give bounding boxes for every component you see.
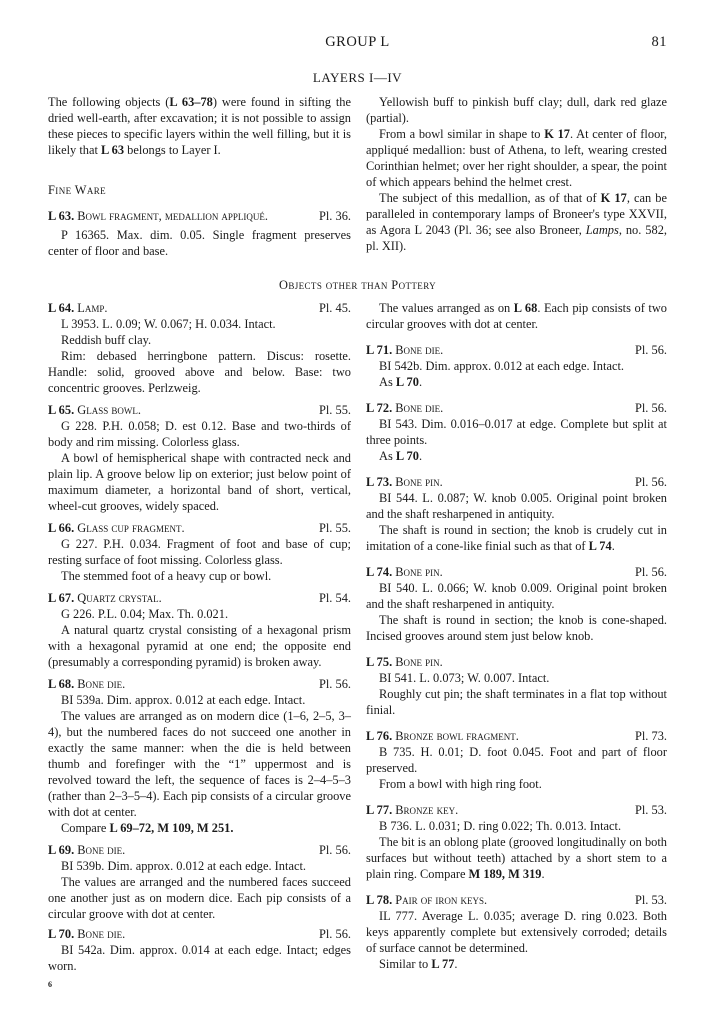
lower-right-column bbox=[366, 300, 667, 972]
running-header-title: GROUP L bbox=[325, 34, 390, 50]
entry-text: The shaft is round in section; the knob is cone-shaped. Incised grooves around stem just below knob. bbox=[366, 613, 667, 643]
signature-mark: 6 bbox=[48, 980, 52, 989]
entry-head-l72: L 72. Bone die. Pl. 56. bbox=[366, 401, 667, 415]
lower-left-column bbox=[48, 300, 351, 974]
entry-head-l63: L 63. Bowl fragment, medallion appliqué. Pl. 36. bbox=[48, 209, 351, 223]
entry-head-l71: L 71. Bone die. Pl. 56. bbox=[366, 343, 667, 357]
entry-text: BI 542a. Dim. approx. 0.014 at each edge. Intact; edges worn. bbox=[48, 943, 351, 973]
entry-head-l77: L 77. Bronze key. Pl. 53. bbox=[366, 803, 667, 817]
l63-parallels: The subject of this medallion, as of that of K 17, can be paralleled in contemporary lamps of Broneer's type XXVII, as Agora L 2043 (Pl. 36; see also Broneer, Lamps, no. 582, pl. XII). bbox=[366, 191, 667, 253]
entry-head-l67: L 67. Quartz crystal. Pl. 54. bbox=[48, 591, 351, 605]
entry-text: The values are arranged and the numbered faces succeed one another just as on modern dice. Each pip consists of a circular groove with dot at center. bbox=[48, 875, 351, 921]
entry-text: As L 70. bbox=[379, 375, 423, 389]
entry-text: Roughly cut pin; the shaft terminates in a flat top without finial. bbox=[366, 687, 667, 717]
objects-heading: Objects other than Pottery bbox=[278, 278, 437, 292]
entry-head-l78: L 78. Pair of iron keys. Pl. 53. bbox=[366, 893, 667, 907]
fine-ware-heading: Fine Ware bbox=[48, 183, 107, 197]
entry-text: G 226. P.L. 0.04; Max. Th. 0.021. bbox=[61, 607, 229, 621]
entry-text: A bowl of hemispherical shape with contracted neck and plain lip. A groove below lip on exterior; just below point of maximum diameter, a horizontal band of short, vertical, wheel-cut grooves, widely spaced. bbox=[48, 451, 351, 513]
entry-text: BI 539a. Dim. approx. 0.012 at each edge. Intact. bbox=[61, 693, 306, 707]
entry-head-l74: L 74. Bone pin. Pl. 56. bbox=[366, 565, 667, 579]
entry-text: BI 539b. Dim. approx. 0.012 at each edge. Intact. bbox=[61, 859, 306, 873]
entry-text: The shaft is round in section; the knob is crudely cut in imitation of a cone-like finial such as that of L 74. bbox=[366, 523, 667, 553]
entry-text: BI 544. L. 0.087; W. knob 0.005. Original point broken and the shaft resharpened in antiquity. bbox=[366, 491, 667, 521]
intro-paragraph: The following objects (L 63–78) were found in sifting the dried well-earth, after excavation; it is not possible to assign these pieces to specific layers within the well filling, but it is likely that L 63 belongs to Layer I. bbox=[48, 95, 351, 157]
entry-text: L 3953. L. 0.09; W. 0.067; H. 0.034. Intact. bbox=[61, 317, 276, 331]
section-title: LAYERS I—IV bbox=[312, 70, 403, 85]
entry-text: G 228. P.H. 0.058; D. est 0.12. Base and two-thirds of body and rim missing. Colorless glass. bbox=[48, 419, 351, 449]
l63-description: Yellowish buff to pinkish buff clay; dull, dark red glaze (partial). bbox=[366, 95, 667, 125]
l70-continuation: The values arranged as on L 68. Each pip consists of two circular grooves with dot at center. bbox=[366, 301, 667, 331]
entry-text: BI 540. L. 0.066; W. knob 0.009. Original point broken and the shaft resharpened in antiquity. bbox=[366, 581, 667, 611]
entry-head-l75: L 75. Bone pin. bbox=[366, 655, 443, 669]
entry-text: The bit is an oblong plate (grooved longitudinally on both surfaces but without teeth) attached by a short stem to a plain ring. Compare M 189, M 319. bbox=[366, 835, 667, 881]
entry-text: G 227. P.H. 0.034. Fragment of foot and base of cup; resting surface of foot missing. Colorless glass. bbox=[48, 537, 351, 567]
entry-text: B 735. H. 0.01; D. foot 0.045. Foot and part of floor preserved. bbox=[366, 745, 667, 775]
l63-medallion: From a bowl similar in shape to K 17. At center of floor, appliqué medallion: bust of Athena, to left, wearing crested Corinthian helmet; over her right shoulder, a spear, the point of which appears behind the helmet crest. bbox=[366, 127, 667, 189]
entry-head-l73: L 73. Bone pin. Pl. 56. bbox=[366, 475, 667, 489]
entry-head-l76: L 76. Bronze bowl fragment. Pl. 73. bbox=[366, 729, 667, 743]
running-header bbox=[48, 34, 667, 54]
page-number: 81 bbox=[651, 34, 667, 50]
entry-text: The values are arranged as on modern dice (1–6, 2–5, 3–4), but the numbered faces do not succeed one another in exactly the same manner: when the die is held between thumb and forefinger with the “1” uppermost and is revolved toward the left, the sequence of faces is 2–4–5–3 (rather than 2–3–5–4). Each pip consists of a circular groove with dot at center. bbox=[48, 709, 351, 819]
upper-right-column bbox=[366, 94, 667, 254]
entry-text: Compare L 69–72, M 109, M 251. bbox=[61, 821, 234, 835]
entry-head-l69: L 69. Bone die. Pl. 56. bbox=[48, 843, 351, 857]
entry-text: A natural quartz crystal consisting of a hexagonal prism with a hexagonal pyramid at one end; the opposite end (presumably a corresponding pyramid) is broken away. bbox=[48, 623, 351, 669]
entry-text: IL 777. Average L. 0.035; average D. ring 0.023. Both keys apparently complete but extensively corroded; details of surface cannot be determined. bbox=[366, 909, 667, 955]
entry-head-l64: L 64. Lamp. Pl. 45. bbox=[48, 301, 351, 315]
entry-head-l65: L 65. Glass bowl. Pl. 55. bbox=[48, 403, 351, 417]
upper-left-column bbox=[48, 94, 351, 259]
entry-text: As L 70. bbox=[379, 449, 423, 463]
entry-l63-text: P 16365. Max. dim. 0.05. Single fragment preserves center of floor and base. bbox=[48, 228, 351, 258]
entry-text: BI 541. L. 0.073; W. 0.007. Intact. bbox=[379, 671, 550, 685]
entry-text: The stemmed foot of a heavy cup or bowl. bbox=[61, 569, 272, 583]
entry-text: BI 542b. Dim. approx. 0.012 at each edge. Intact. bbox=[379, 359, 624, 373]
entry-text: B 736. L. 0.031; D. ring 0.022; Th. 0.013. Intact. bbox=[379, 819, 622, 833]
entry-text: Rim: debased herringbone pattern. Discus: rosette. Handle: solid, grooved above and below. Base: two concentric grooves. Perlzweig. bbox=[48, 349, 351, 395]
entry-text: From a bowl with high ring foot. bbox=[379, 777, 542, 791]
entry-text: Reddish buff clay. bbox=[61, 333, 152, 347]
entry-head-l70: L 70. Bone die. Pl. 56. bbox=[48, 927, 351, 941]
entry-head-l66: L 66. Glass cup fragment. Pl. 55. bbox=[48, 521, 351, 535]
entry-head-l68: L 68. Bone die. Pl. 56. bbox=[48, 677, 351, 691]
entry-text: BI 543. Dim. 0.016–0.017 at edge. Complete but split at three points. bbox=[366, 417, 667, 447]
entry-text: Similar to L 77. bbox=[379, 957, 458, 971]
